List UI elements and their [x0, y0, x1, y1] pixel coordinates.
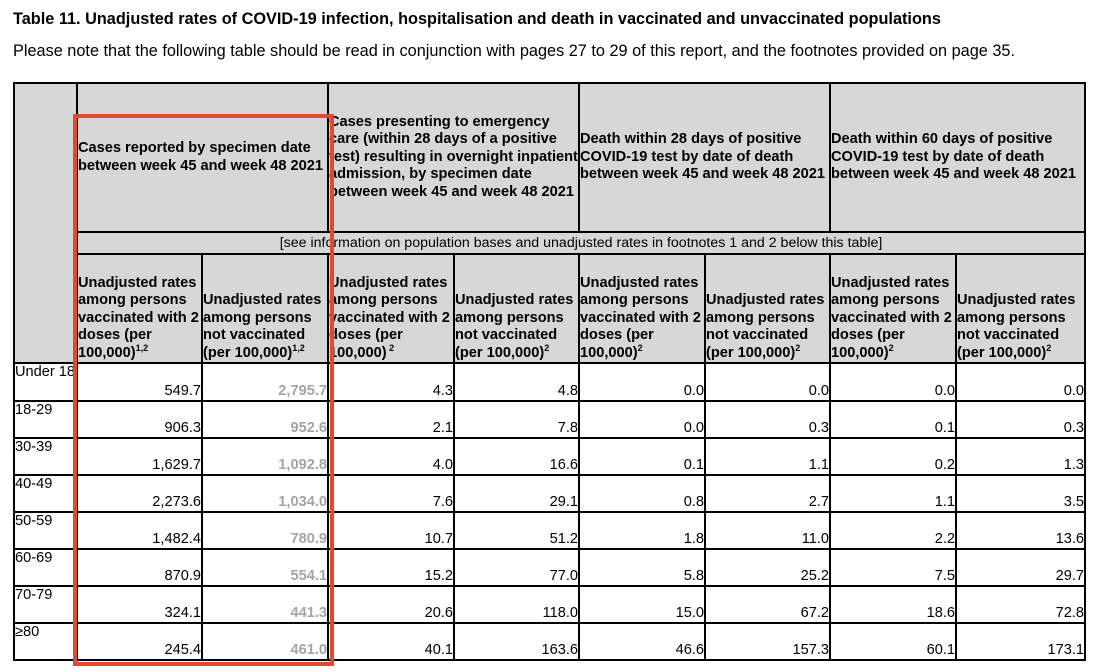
table-row	[14, 549, 1085, 586]
rate-column-header	[579, 254, 705, 363]
rate-value: 0.3	[956, 401, 1085, 438]
rate-value: 0.0	[705, 363, 830, 401]
rate-value: 1,482.4	[77, 512, 202, 549]
rate-value: 554.1	[202, 549, 328, 586]
rate-value: 29.1	[454, 475, 579, 512]
rate-value: 1.3	[956, 438, 1085, 475]
group-header-death-28: Death within 28 days of positive COVID-19 test by date of death between week 45 and week 48 2021	[579, 83, 830, 232]
group-header-admissions: Cases presenting to emergency care (within 28 days of a positive test) resulting in overnight inpatient admission, by specimen date between week 45 and week 48 2021	[328, 83, 579, 232]
footnote-ref: 2	[544, 342, 550, 353]
table-row	[14, 475, 1085, 512]
rate-value: 3.5	[956, 475, 1085, 512]
rate-value: 0.0	[579, 363, 705, 401]
rate-value: 173.1	[956, 623, 1085, 660]
rate-value: 549.7	[77, 363, 202, 401]
rate-value: 163.6	[454, 623, 579, 660]
rate-value: 0.1	[830, 401, 956, 438]
rate-value: 1.1	[705, 438, 830, 475]
rate-column-header	[956, 254, 1085, 363]
footnote-ref: 2	[637, 342, 643, 353]
rate-column-header-text: Unadjusted rates among persons not vaccinated (per 100,000)	[203, 292, 322, 361]
rate-value: 0.8	[579, 475, 705, 512]
rate-value: 18.6	[830, 586, 956, 623]
rate-value: 0.0	[956, 363, 1085, 401]
rate-column-header-text: Unadjusted rates among persons not vaccinated (per 100,000)	[455, 292, 574, 361]
footnote-ref: 2	[795, 342, 801, 353]
rate-value: 245.4	[77, 623, 202, 660]
rate-value: 0.0	[579, 401, 705, 438]
rate-value: 1,629.7	[77, 438, 202, 475]
age-group-label: 50-59	[14, 512, 77, 549]
rate-value: 0.2	[830, 438, 956, 475]
rate-value: 25.2	[705, 549, 830, 586]
rate-value: 952.6	[202, 401, 328, 438]
population-info-note: [see information on population bases and unadjusted rates in footnotes 1 and 2 below this table]	[77, 232, 1085, 254]
age-group-label: 30-39	[14, 438, 77, 475]
rate-value: 15.0	[579, 586, 705, 623]
age-group-label: 40-49	[14, 475, 77, 512]
rate-value: 11.0	[705, 512, 830, 549]
rate-value: 0.3	[705, 401, 830, 438]
footnote-ref: 1,2	[292, 342, 305, 353]
age-group-label: 70-79	[14, 586, 77, 623]
rate-column-header	[454, 254, 579, 363]
footnote-ref: 2	[386, 342, 395, 353]
reading-note: Please note that the following table should be read in conjunction with pages 27 to 29 of this report, and the footnotes provided on page 35.	[13, 42, 1015, 60]
rate-value: 29.7	[956, 549, 1085, 586]
rate-value: 4.3	[328, 363, 454, 401]
age-group-header-cell	[14, 83, 77, 363]
rate-column-header-text: Unadjusted rates among persons vaccinated with 2 doses (per 100,000)	[78, 274, 199, 361]
rate-value: 461.0	[202, 623, 328, 660]
rate-value: 20.6	[328, 586, 454, 623]
rate-value: 72.8	[956, 586, 1085, 623]
rate-column-header-text: Unadjusted rates among persons not vaccinated (per 100,000)	[957, 292, 1076, 361]
rate-column-header-text: Unadjusted rates among persons vaccinated with 2 doses (per 100,000)	[580, 274, 701, 361]
rate-value: 10.7	[328, 512, 454, 549]
group-header-cases: Cases reported by specimen date between week 45 and week 48 2021	[77, 83, 328, 232]
rate-value: 4.0	[328, 438, 454, 475]
rate-value: 2,795.7	[202, 363, 328, 401]
rate-value: 7.5	[830, 549, 956, 586]
rates-table	[13, 82, 1086, 661]
rate-value: 441.3	[202, 586, 328, 623]
rate-column-header-text: Unadjusted rates among persons vaccinated with 2 doses (per 100,000)	[831, 274, 952, 361]
rate-value: 7.6	[328, 475, 454, 512]
rate-value: 780.9	[202, 512, 328, 549]
rate-value: 1.8	[579, 512, 705, 549]
rate-column-header	[202, 254, 328, 363]
table-row	[14, 623, 1085, 660]
rate-value: 2.1	[328, 401, 454, 438]
rate-value: 2.7	[705, 475, 830, 512]
rate-value: 40.1	[328, 623, 454, 660]
rate-value: 16.6	[454, 438, 579, 475]
age-group-label: 18-29	[14, 401, 77, 438]
rate-value: 7.8	[454, 401, 579, 438]
rate-column-header	[830, 254, 956, 363]
rate-value: 2.2	[830, 512, 956, 549]
rate-column-header	[705, 254, 830, 363]
rate-value: 1,092.8	[202, 438, 328, 475]
rate-value: 51.2	[454, 512, 579, 549]
rate-value: 157.3	[705, 623, 830, 660]
rate-value: 324.1	[77, 586, 202, 623]
rate-value: 67.2	[705, 586, 830, 623]
rate-value: 870.9	[77, 549, 202, 586]
rate-value: 118.0	[454, 586, 579, 623]
footnote-ref: 1,2	[135, 342, 149, 353]
age-group-label: Under 18	[14, 363, 77, 401]
table-row	[14, 401, 1085, 438]
footnote-ref: 2	[888, 342, 894, 353]
rate-value: 13.6	[956, 512, 1085, 549]
age-group-label: ≥80	[14, 623, 77, 660]
rate-value: 0.0	[830, 363, 956, 401]
rate-value: 60.1	[830, 623, 956, 660]
rate-column-header	[77, 254, 202, 363]
rate-value: 906.3	[77, 401, 202, 438]
table-row	[14, 438, 1085, 475]
footnote-ref: 2	[1046, 342, 1052, 353]
table-row	[14, 586, 1085, 623]
rate-value: 5.8	[579, 549, 705, 586]
rate-value: 4.8	[454, 363, 579, 401]
rate-column-header	[328, 254, 454, 363]
rate-value: 15.2	[328, 549, 454, 586]
rate-value: 1,034.0	[202, 475, 328, 512]
rate-column-header-text: Unadjusted rates among persons not vaccinated (per 100,000)	[706, 292, 825, 361]
table-row	[14, 512, 1085, 549]
table-title: Table 11. Unadjusted rates of COVID-19 infection, hospitalisation and death in vaccinated and unvaccinated populations	[13, 10, 941, 28]
rate-column-header-text: Unadjusted rates among persons vaccinated with 2 doses (per 100,000)	[329, 274, 450, 361]
rate-value: 1.1	[830, 475, 956, 512]
group-header-death-60: Death within 60 days of positive COVID-19 test by date of death between week 45 and week 48 2021	[830, 83, 1085, 232]
rate-value: 0.1	[579, 438, 705, 475]
table-row	[14, 363, 1085, 401]
rate-value: 46.6	[579, 623, 705, 660]
age-group-label: 60-69	[14, 549, 77, 586]
rate-value: 2,273.6	[77, 475, 202, 512]
rate-value: 77.0	[454, 549, 579, 586]
